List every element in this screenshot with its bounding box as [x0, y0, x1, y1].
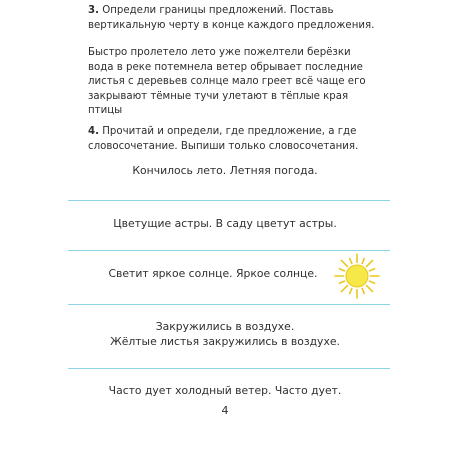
task4-instruction-text: Прочитай и определи, где предложение, а где словосочетание. Выпиши только словосочетания. — [88, 126, 359, 152]
answer-line-3[interactable] — [68, 304, 390, 305]
sun-ray — [367, 260, 373, 266]
exercise-line-1: Кончилось лето. Летняя погода. — [132, 164, 318, 177]
answer-line-4[interactable] — [68, 368, 390, 369]
sun-ray — [339, 281, 344, 283]
answer-line-1[interactable] — [68, 200, 390, 201]
exercise-line-3: Светит яркое солнце. Яркое солнце. — [108, 267, 318, 280]
sun-ray — [362, 288, 364, 293]
sun-ray — [341, 260, 347, 266]
page-number: 4 — [221, 404, 229, 417]
task3-number: 3. — [88, 5, 99, 16]
exercise-line-5: Часто дует холодный ветер. Часто дует. — [108, 384, 342, 397]
task4-number: 4. — [88, 126, 99, 137]
exercise-line-4a: Закружились в воздухе. — [155, 320, 295, 333]
sun-disc — [346, 265, 368, 287]
sun-ray — [367, 286, 373, 292]
sun-ray — [362, 258, 364, 263]
exercise-line-4b: Жёлтые листья закружились в воздухе. — [110, 335, 340, 348]
answer-line-2[interactable] — [68, 250, 390, 251]
exercise-line-2: Цветущие астры. В саду цветут астры. — [113, 217, 337, 230]
sun-ray — [341, 286, 347, 292]
sun-ray — [369, 269, 374, 271]
task3-text: Быстро пролетело лето уже пожелтели берёзки вода в реке потемнела ветер обрывает последние листья с деревьев солнце мало греет всё чаще его закрывают тёмные тучи улетают в тёплые края птицы — [88, 47, 366, 117]
sun-ray — [369, 281, 374, 283]
sun-ray — [350, 288, 352, 293]
sun-icon — [333, 252, 381, 300]
task3-instruction — [88, 4, 378, 33]
task3-instruction-text: Определи границы предложений. Поставь вертикальную черту в конце каждого предложения. — [88, 5, 375, 31]
task4-instruction — [88, 125, 378, 154]
sun-ray — [339, 269, 344, 271]
sun-ray — [350, 258, 352, 263]
